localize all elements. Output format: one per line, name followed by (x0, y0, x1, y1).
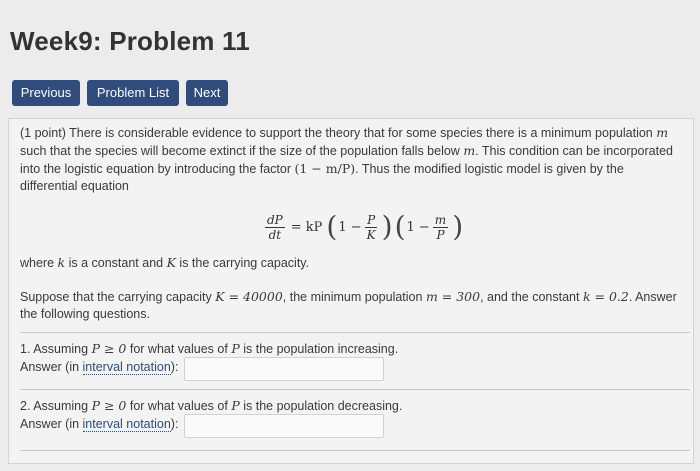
right-paren: ) (381, 210, 393, 243)
problem-intro (20, 124, 690, 195)
left-paren: ( (394, 210, 406, 243)
answer-label-text: Answer (in (20, 360, 80, 374)
var-m: m (463, 143, 476, 158)
right-paren: ) (452, 210, 464, 243)
denominator: dt (268, 227, 282, 242)
p-over-k-fraction (365, 213, 378, 242)
var-K: K (166, 255, 176, 270)
var-p: P (231, 341, 240, 356)
q2-answer-input[interactable] (184, 414, 384, 438)
intro-line-3-tail: . Thus the modified logistic model is given by the (355, 162, 624, 176)
problem-list-button[interactable]: Problem List (87, 80, 179, 106)
constant-k-value: k = 0.2 (582, 289, 629, 304)
suppose-text: , the minimum population (282, 290, 423, 304)
factor-expression: (1 − m/P) (294, 161, 356, 176)
suppose-text: , and the constant (480, 290, 580, 304)
divider (20, 450, 690, 451)
differential-equation (262, 207, 464, 247)
where-text: is a constant and (68, 256, 164, 270)
interval-notation-link[interactable]: interval notation (82, 417, 171, 431)
suppose-text: the following questions. (20, 307, 150, 321)
min-population-value: m = 300 (425, 289, 481, 304)
var-p: P (231, 398, 240, 413)
suppose-text: Suppose that the carrying capacity (20, 290, 212, 304)
q1-text: 1. Assuming (20, 342, 89, 356)
question-2 (20, 397, 690, 415)
derivative-fraction (265, 213, 285, 242)
q2-text: 2. Assuming (20, 399, 89, 413)
denominator: K (366, 227, 376, 242)
where-text: where (20, 256, 55, 270)
one-minus: 1 − (338, 219, 362, 235)
where-text: is the carrying capacity. (179, 256, 310, 270)
denominator: P (436, 227, 445, 242)
numerator: P (367, 212, 376, 227)
intro-line-3: into the logistic equation by introducing the factor (20, 162, 292, 176)
divider (20, 332, 690, 333)
one-minus: 1 − (406, 219, 430, 235)
page-title: Week9: Problem 11 (10, 26, 250, 56)
left-paren: ( (326, 210, 338, 243)
previous-button[interactable]: Previous (12, 80, 80, 106)
interval-notation-link[interactable]: interval notation (82, 360, 171, 374)
equals-kp: = kP (290, 219, 323, 235)
suppose-text: . Answer (628, 290, 677, 304)
carrying-capacity-value: K = 40000 (215, 289, 283, 304)
intro-line-2-tail: . This condition can be incorporated (475, 144, 673, 158)
next-button[interactable]: Next (186, 80, 228, 106)
q1-condition: P ≥ 0 (91, 341, 127, 356)
intro-line-4: differential equation (20, 179, 129, 193)
var-k: k (57, 255, 66, 270)
q2-text: is the population decreasing. (243, 399, 403, 413)
q2-condition: P ≥ 0 (91, 398, 127, 413)
answer-label-text: Answer (in (20, 417, 80, 431)
suppose-paragraph (20, 288, 690, 323)
answer-label-text: ): (170, 360, 179, 374)
question-1 (20, 340, 690, 358)
q2-text: for what values of (129, 399, 228, 413)
var-m: m (656, 125, 669, 140)
numerator: m (434, 212, 447, 227)
m-over-p-fraction (433, 213, 448, 242)
q1-answer-input[interactable] (184, 357, 384, 381)
q1-text: for what values of (129, 342, 228, 356)
divider (20, 389, 690, 390)
numerator: dP (267, 212, 283, 227)
where-line (20, 254, 690, 272)
q1-text: is the population increasing. (243, 342, 399, 356)
intro-line-2: such that the species will become extinct if the size of the population falls below (20, 144, 460, 158)
answer-label-text: ): (170, 417, 179, 431)
intro-line-1: (1 point) There is considerable evidence to support the theory that for some species there is a minimum population (20, 126, 653, 140)
